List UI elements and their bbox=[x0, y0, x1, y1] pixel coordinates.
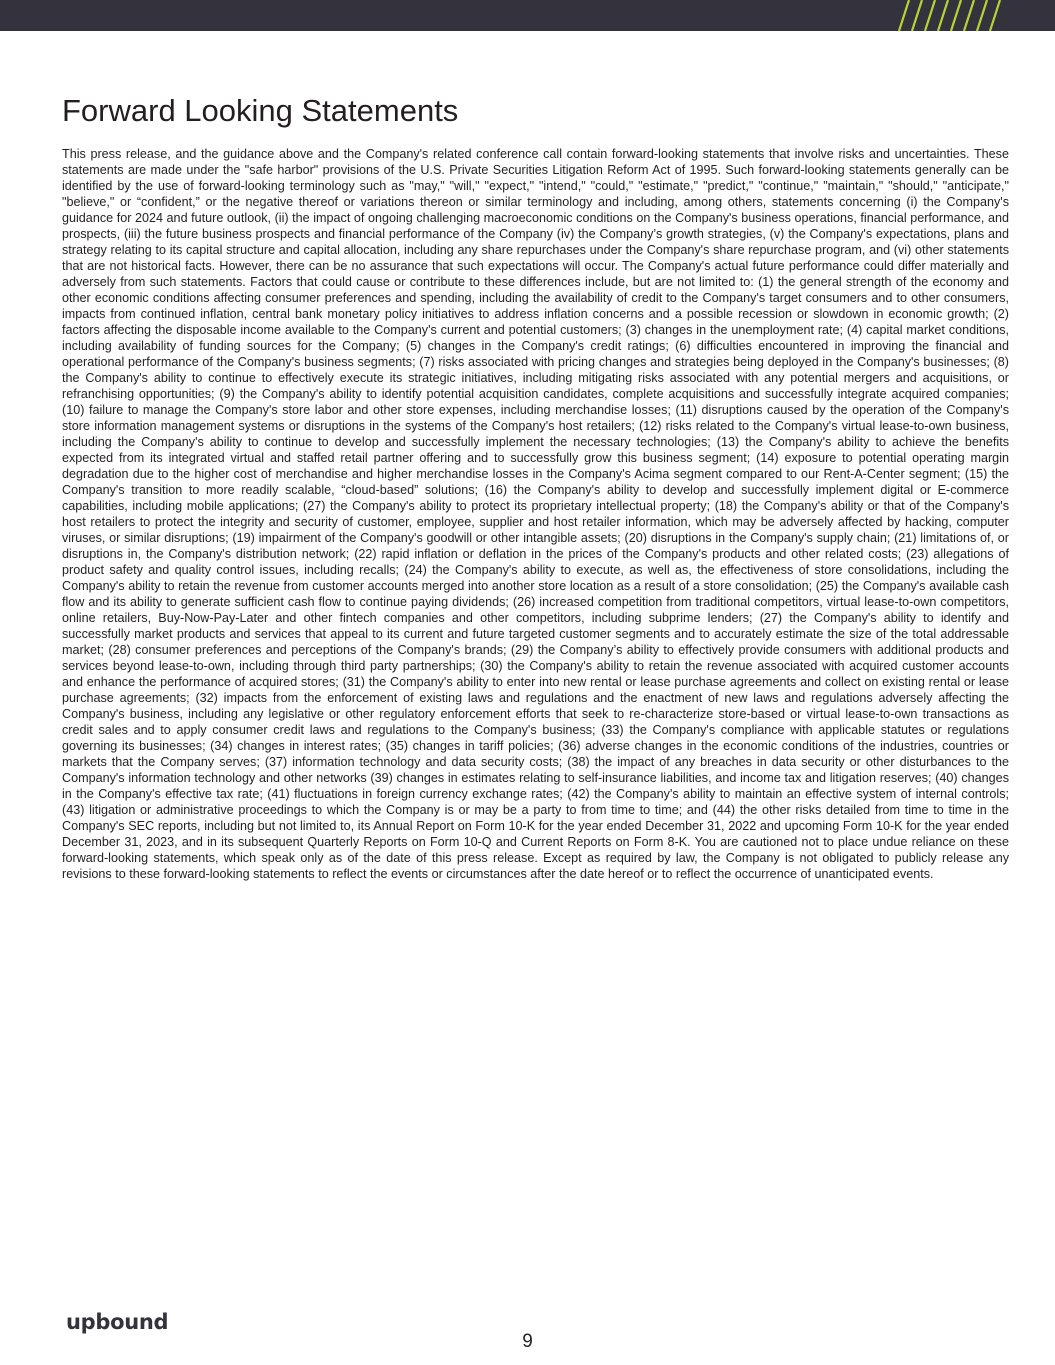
header-bar bbox=[0, 0, 1055, 31]
diagonal-stripes-icon bbox=[895, 0, 1010, 31]
upbound-logo: upbound bbox=[66, 1310, 169, 1334]
page-number: 9 bbox=[522, 1331, 533, 1352]
forward-looking-statements-body: This press release, and the guidance above and the Company's related conference call contain forward-looking statements that involve risks and uncertainties. These statements are made under the "safe harbor" provisions of the U.S. Private Securities Litigation Reform Act of 1995. Such forward-looking statements generally can be identified by the use of forward-looking terminology such as "may," "will," "expect," "intend," "could," "estimate," "predict," "continue," "maintain," "should," "anticipate," "believe," or “confident,” or the negative thereof or variations thereon or similar terminology and including, among others, statements concerning (i) the Company's guidance for 2024 and future outlook, (ii) the impact of ongoing challenging macroeconomic conditions on the Company's business operations, financial performance, and prospects, (iii) the future business prospects and financial performance of the Company (iv) the Company’s growth strategies, (v) the Company's expectations, plans and strategy relating to its capital structure and capital allocation, including any share repurchases under the Company's share repurchase program, and (vi) other statements that are not historical facts. However, there can be no assurance that such expectations will occur. The Company's actual future performance could differ materially and adversely from such statements. Factors that could cause or contribute to these differences include, but are not limited to: (1) the general strength of the economy and other economic conditions affecting consumer preferences and spending, including the availability of credit to the Company's target consumers and to other consumers, impacts from continued inflation, central bank monetary policy initiatives to address inflation concerns and a possible recession or slowdown in economic growth; (2) factors affecting the disposable income available to the Company's current and potential customers; (3) changes in the unemployment rate; (4) capital market conditions, including availability of funding sources for the Company; (5) changes in the Company's credit ratings; (6) difficulties encountered in improving the financial and operational performance of the Company's business segments; (7) risks associated with pricing changes and strategies being deployed in the Company's businesses; (8) the Company's ability to continue to effectively execute its strategic initiatives, including mitigating risks associated with any potential mergers and acquisitions, or refranchising opportunities; (9) the Company's ability to identify potential acquisition candidates, complete acquisitions and successfully integrate acquired companies; (10) failure to manage the Company's store labor and other store expenses, including merchandise losses; (11) disruptions caused by the operation of the Company's store information management systems or disruptions in the systems of the Company's host retailers; (12) risks related to the Company's virtual lease-to-own business, including the Company's ability to continue to develop and successfully implement the necessary technologies; (13) the Company's ability to achieve the benefits expected from its integrated virtual and staffed retail partner offering and to successfully grow this business segment; (14) exposure to potential operating margin degradation due to the higher cost of merchandise and higher merchandise losses in the Company's Acima segment compared to our Rent-A-Center segment; (15) the Company's transition to more readily scalable, “cloud-based” solutions; (16) the Company's ability to develop and successfully implement digital or E-commerce capabilities, including mobile applications; (27) the Company's ability to protect its proprietary intellectual property; (18) the Company's ability or that of the Company's host retailers to protect the integrity and security of customer, employee, supplier and host retailer information, which may be adversely affected by hacking, computer viruses, or similar disruptions; (19) impairment of the Company's goodwill or other intangible assets; (20) disruptions in the Company's supply chain; (21) limitations of, or disruptions in, the Company's distribution network; (22) rapid inflation or deflation in the prices of the Company's products and other related costs; (23) allegations of product safety and quality control issues, including recalls; (24) the Company's ability to execute, as well as, the effectiveness of store consolidations, including the Company's ability to retain the revenue from customer accounts merged into another store location as a result of a store consolidation; (25) the Company's available cash flow and its ability to generate sufficient cash flow to continue paying dividends; (26) increased competition from traditional competitors, virtual lease-to-own competitors, online retailers, Buy-Now-Pay-Later and other fintech companies and other competitors, including subprime lenders; (27) the Company's ability to identify and successfully market products and services that appeal to its current and future targeted customer segments and to accurately estimate the size of the total addressable market; (28) consumer preferences and perceptions of the Company's brands; (29) the Company’s ability to effectively provide consumers with additional products and services beyond lease-to-own, including through third party partnerships; (30) the Company's ability to retain the revenue associated with acquired customer accounts and enhance the performance of acquired stores; (31) the Company's ability to enter into new rental or lease purchase agreements and collect on existing rental or lease purchase agreements; (32) impacts from the enforcement of existing laws and regulations and the enactment of new laws and regulations adversely affecting the Company's business, including any legislative or other regulatory enforcement efforts that seek to re-characterize store-based or virtual lease-to-own transactions as credit sales and to apply consumer credit laws and regulations to the Company's business; (33) the Company's compliance with applicable statutes or regulations governing its businesses; (34) changes in interest rates; (35) changes in tariff policies; (36) adverse changes in the economic conditions of the industries, countries or markets that the Company serves; (37) information technology and data security costs; (38) the impact of any breaches in data security or other disturbances to the Company's information technology and other networks (39) changes in estimates relating to self-insurance liabilities, and income tax and litigation reserves; (40) changes in the Company's effective tax rate; (41) fluctuations in foreign currency exchange rates; (42) the Company's ability to maintain an effective system of internal controls; (43) litigation or administrative proceedings to which the Company is or may be a party to from time to time; and (44) the other risks detailed from time to time in the Company's SEC reports, including but not limited to, its Annual Report on Form 10-K for the year ended December 31, 2022 and upcoming Form 10-K for the year ended December 31, 2023, and in its subsequent Quarterly Reports on Form 10-Q and Current Reports on Form 8-K. You are cautioned not to place undue reliance on these forward-looking statements, which speak only as of the date of this press release. Except as required by law, the Company is not obligated to publicly release any revisions to these forward-looking statements to reflect the events or circumstances after the date hereof or to reflect the occurrence of unanticipated events. bbox=[62, 147, 1009, 881]
page-title: Forward Looking Statements bbox=[62, 93, 459, 128]
